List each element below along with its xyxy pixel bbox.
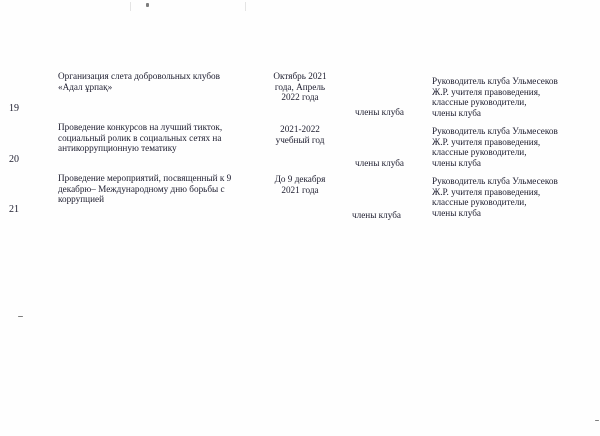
row-event [58, 71, 220, 92]
event-line: Проведение мероприятий, посвященный к 9 [58, 173, 232, 183]
ink-dot [146, 3, 149, 7]
responsible-line: классные руководители, [432, 197, 527, 208]
event-line: коррупцией [58, 194, 104, 205]
date-line: 2022 года [281, 92, 319, 103]
ink-dash [18, 316, 23, 317]
date-line: 2021-2022 [280, 124, 320, 134]
row-event [58, 122, 222, 154]
row-date [252, 124, 348, 145]
row-number: 19 [9, 103, 19, 114]
date-line: Октябрь 2021 [273, 71, 327, 81]
row-participants: члены клуба [355, 107, 404, 117]
responsible-line: Ж.Р. учителя правоведения, [432, 186, 541, 197]
responsible-line: члены клуба [432, 107, 481, 118]
responsible-line: классные руководители, [432, 147, 527, 158]
responsible-line: классные руководители, [432, 97, 527, 108]
event-line: «Адал ұрпақ» [58, 81, 113, 92]
date-line: 2021 года [281, 184, 319, 195]
row-number: 20 [9, 154, 19, 165]
row-participants: члены клуба [352, 210, 401, 220]
responsible-line: Ж.Р. учителя правоведения, [432, 86, 541, 97]
event-line: антикоррупционную тематику [58, 143, 177, 154]
row-event [58, 173, 231, 205]
event-line: социальный ролик в социальных сетях на [58, 132, 222, 143]
row-responsible [432, 76, 558, 118]
date-line: учебный год [275, 134, 325, 145]
responsible-line: члены клуба [432, 157, 481, 168]
responsible-line: члены клуба [432, 207, 481, 218]
row-date [252, 71, 348, 103]
row-date [252, 174, 348, 195]
row-responsible [432, 176, 558, 218]
ink-dash-2 [595, 420, 599, 421]
event-line: Проведение конкурсов на лучший тикток, [58, 122, 223, 132]
responsible-line: Руководитель клуба Ульмесеков [432, 76, 558, 86]
scan-artifact-top-2 [245, 2, 246, 11]
date-line: года, Апрель [274, 81, 326, 92]
row-number: 21 [9, 204, 19, 215]
responsible-line: Руководитель клуба Ульмесеков [432, 176, 558, 186]
responsible-line: Руководитель клуба Ульмесеков [432, 126, 558, 136]
event-line: Организация слета добровольных клубов [58, 71, 220, 81]
scan-artifact-top [130, 2, 131, 11]
responsible-line: Ж.Р. учителя правоведения, [432, 136, 541, 147]
event-line: декабрю– Международному дню борьбы с [58, 183, 225, 194]
row-responsible [432, 126, 558, 168]
date-line: До 9 декабря [274, 174, 326, 184]
row-participants: члены клуба [355, 158, 404, 168]
